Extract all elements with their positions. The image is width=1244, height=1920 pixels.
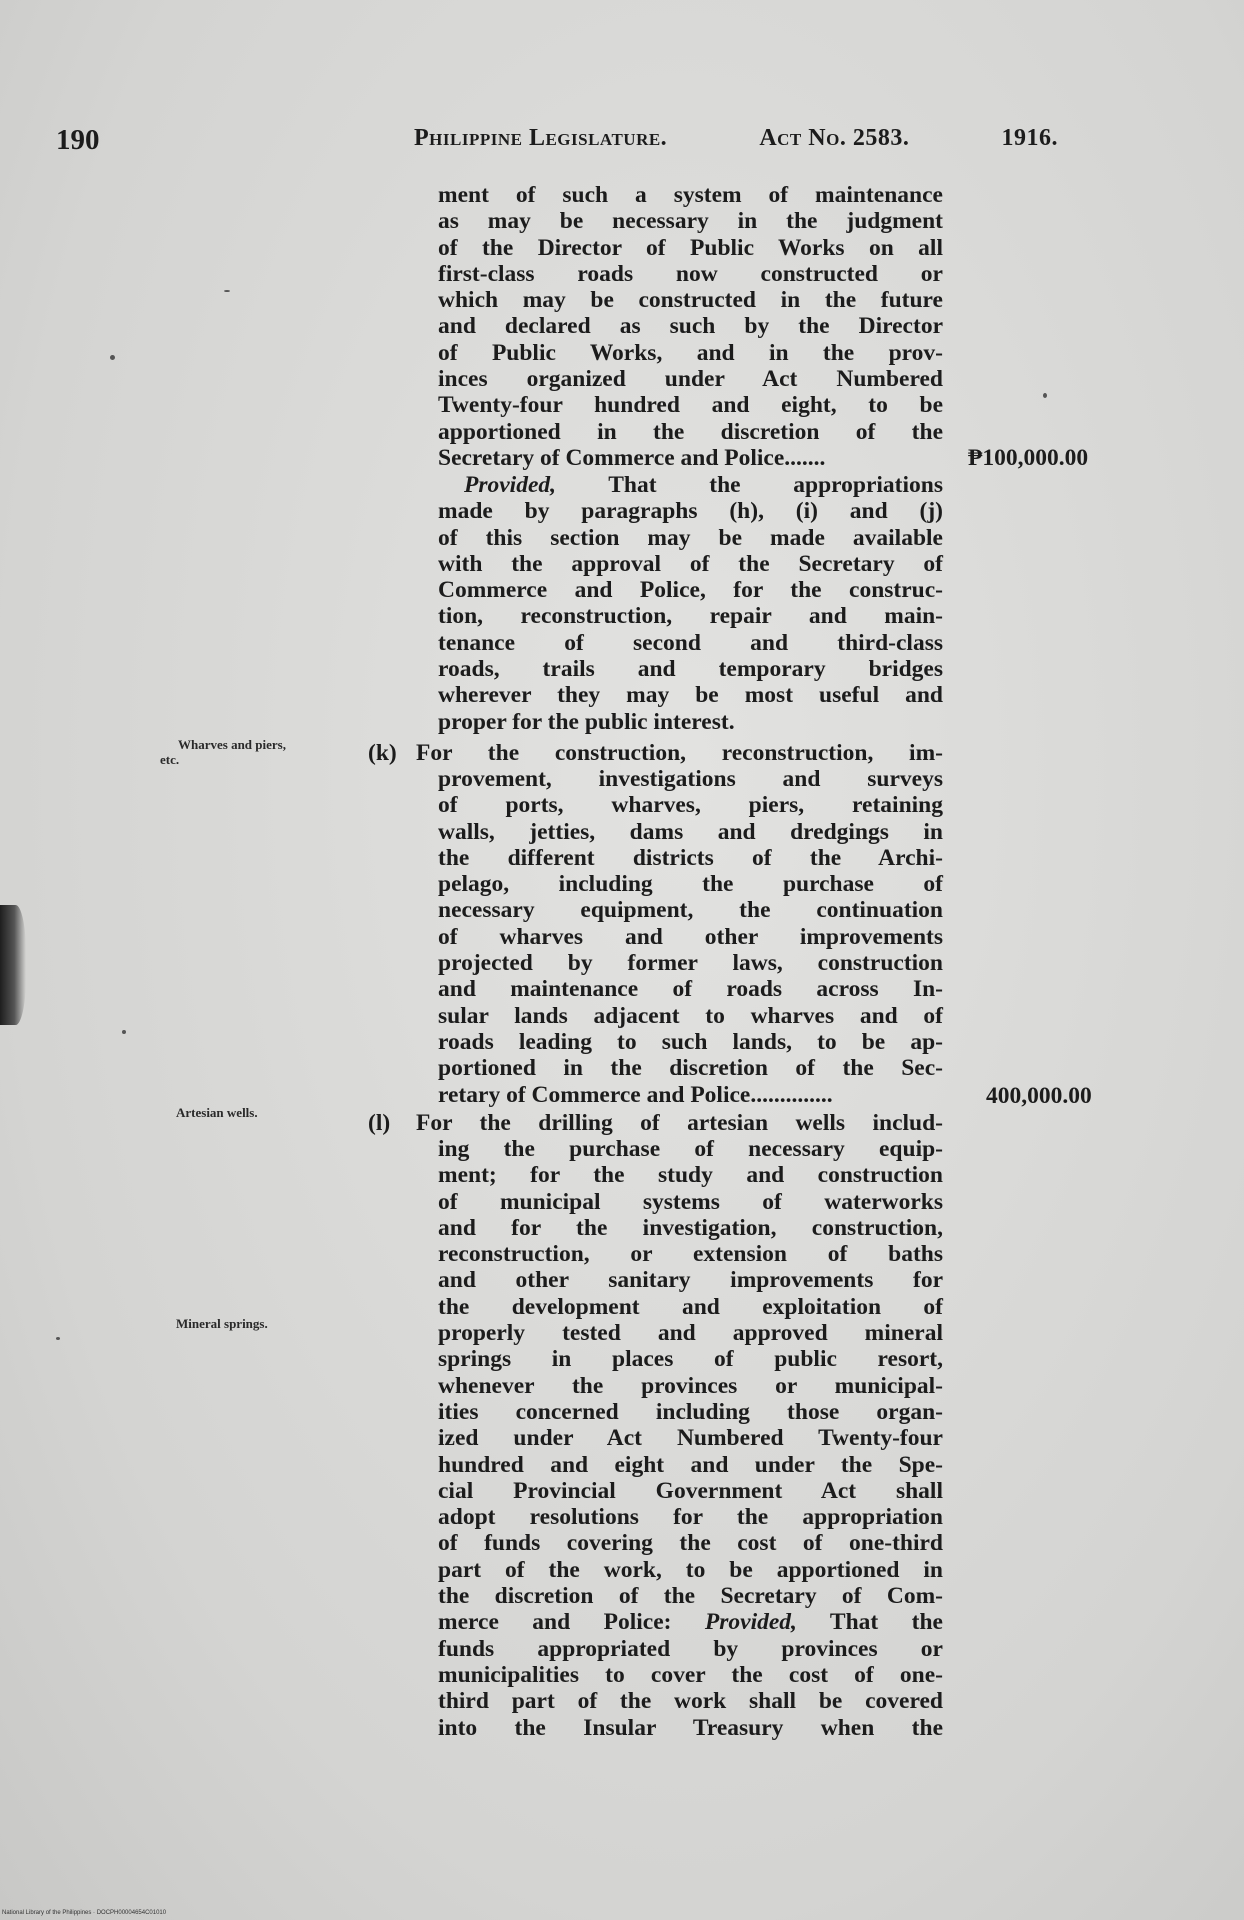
text-line: inces organized under Act Numbered: [438, 366, 943, 393]
page-number: 190: [56, 124, 100, 156]
text-line: pelago, including the purchase of: [438, 871, 943, 898]
item-k-body: [438, 766, 943, 1108]
text-line: funds appropriated by provinces or: [438, 1635, 943, 1662]
text-line: Twenty-four hundred and eight, to be: [438, 392, 943, 419]
text-line: sular lands adjacent to wharves and of: [438, 1002, 943, 1029]
provided-italic: Provided,: [464, 472, 557, 498]
scan-footer: National Library of the Philippines · DOCPH00004654C01010: [2, 1910, 167, 1916]
text-line: tion, reconstruction, repair and main-: [438, 603, 943, 630]
text-line: of wharves and other improvements: [438, 923, 943, 950]
running-head-year: 1916.: [1001, 125, 1058, 151]
text-line: and declared as such by the Director: [438, 313, 943, 340]
text-line: as may be necessary in the judgment: [438, 208, 943, 235]
text-line: first-class roads now constructed or: [438, 260, 943, 287]
text-line: proper for the public interest.: [438, 708, 735, 735]
paper-speck: [1043, 393, 1047, 398]
text-line: ities concerned including those organ-: [438, 1398, 943, 1425]
margin-note-wharves: Wharves and piers,: [178, 737, 286, 752]
text-line: tenance of second and third-class: [438, 629, 943, 656]
amount-paragraph-j: ₱100,000.00: [968, 445, 1089, 471]
paper-speck: [122, 1030, 126, 1034]
text-line: springs in places of public resort,: [438, 1346, 943, 1373]
running-head-act: Act No. 2583.: [759, 125, 910, 151]
proviso-paragraph: [438, 472, 943, 735]
text-line: Secretary of Commerce and Police.......: [438, 444, 826, 471]
text-line: part of the work, to be apportioned in: [438, 1556, 943, 1583]
margin-note-etc: etc.: [160, 752, 180, 767]
text-line: roads, trails and temporary bridges: [438, 656, 943, 683]
item-label-k: (k): [368, 740, 397, 766]
text-line: roads leading to such lands, to be ap-: [438, 1028, 943, 1055]
paper-speck: [56, 1337, 60, 1340]
text-line: of funds covering the cost of one-third: [438, 1530, 943, 1557]
text-line: retary of Commerce and Police..............: [438, 1081, 833, 1108]
amount-item-k: 400,000.00: [986, 1083, 1092, 1109]
text-line: third part of the work shall be covered: [438, 1688, 943, 1715]
text-line: For the drilling of artesian wells includ-: [416, 1110, 943, 1136]
text-line: whenever the provinces or municipal-: [438, 1372, 943, 1399]
text-line: [438, 1609, 943, 1635]
text-line: and maintenance of roads across In-: [438, 976, 943, 1003]
text-line: projected by former laws, construction: [438, 950, 943, 977]
text-fragment: merce and Police:: [438, 1609, 705, 1636]
text-line: with the approval of the Secretary of: [438, 550, 943, 577]
text-line: of Public Works, and in the prov-: [438, 339, 943, 366]
paper-speck: [224, 290, 230, 292]
text-line: the different districts of the Archi-: [438, 844, 943, 871]
text-line: municipalities to cover the cost of one-: [438, 1661, 943, 1688]
text-line: portioned in the discretion of the Sec-: [438, 1055, 943, 1082]
text-line: adopt resolutions for the appropriation: [438, 1504, 943, 1531]
item-k-first-line: [416, 740, 943, 766]
text-line: provement, investigations and surveys: [438, 766, 943, 792]
text-line: walls, jetties, dams and dredgings in: [438, 818, 943, 845]
text-line: ized under Act Numbered Twenty-four: [438, 1425, 943, 1452]
text-fragment: That the: [796, 1609, 943, 1636]
text-line: ment; for the study and construction: [438, 1162, 943, 1189]
paragraph-j-continuation: [438, 182, 943, 471]
text-line: and for the investigation, construction,: [438, 1214, 943, 1241]
text-line: apportioned in the discretion of the: [438, 418, 943, 445]
margin-note-artesian-wells: Artesian wells.: [176, 1105, 258, 1120]
text-line: ment of such a system of maintenance: [438, 182, 943, 208]
running-head-title: Philippine Legislature.: [414, 125, 668, 151]
text-fragment: That the appropriations: [556, 472, 943, 498]
item-label-l: (l): [368, 1110, 391, 1136]
text-line: wherever they may be most useful and: [438, 682, 943, 709]
item-l-body: [438, 1136, 943, 1741]
text-line: and other sanitary improvements for: [438, 1267, 943, 1294]
text-line: the discretion of the Secretary of Com-: [438, 1583, 943, 1610]
text-line: necessary equipment, the continuation: [438, 897, 943, 924]
text-line: Commerce and Police, for the construc-: [438, 577, 943, 604]
text-line: reconstruction, or extension of baths: [438, 1241, 943, 1268]
text-line: cial Provincial Government Act shall: [438, 1477, 943, 1504]
text-line: made by paragraphs (h), (i) and (j): [438, 498, 943, 525]
provided-italic: Provided,: [704, 1609, 797, 1636]
item-l-first-line: [416, 1110, 943, 1136]
margin-note-mineral-springs: Mineral springs.: [176, 1316, 268, 1331]
text-line: For the construction, reconstruction, im-: [416, 740, 943, 766]
text-line: [438, 472, 943, 498]
text-line: ing the purchase of necessary equip-: [438, 1136, 943, 1162]
text-line: of this section may be made available: [438, 524, 943, 551]
text-line: of ports, wharves, piers, retaining: [438, 792, 943, 819]
text-line: the development and exploitation of: [438, 1293, 943, 1320]
text-line: which may be constructed in the future: [438, 287, 943, 314]
text-line: hundred and eight and under the Spe-: [438, 1451, 943, 1478]
text-line: into the Insular Treasury when the: [438, 1714, 943, 1741]
text-line: of the Director of Public Works on all: [438, 234, 943, 261]
text-line: of municipal systems of waterworks: [438, 1188, 943, 1215]
binding-edge-shadow: [0, 905, 26, 1025]
text-line: properly tested and approved mineral: [438, 1320, 943, 1347]
paper-speck: [110, 355, 115, 360]
running-head: [414, 125, 1058, 152]
